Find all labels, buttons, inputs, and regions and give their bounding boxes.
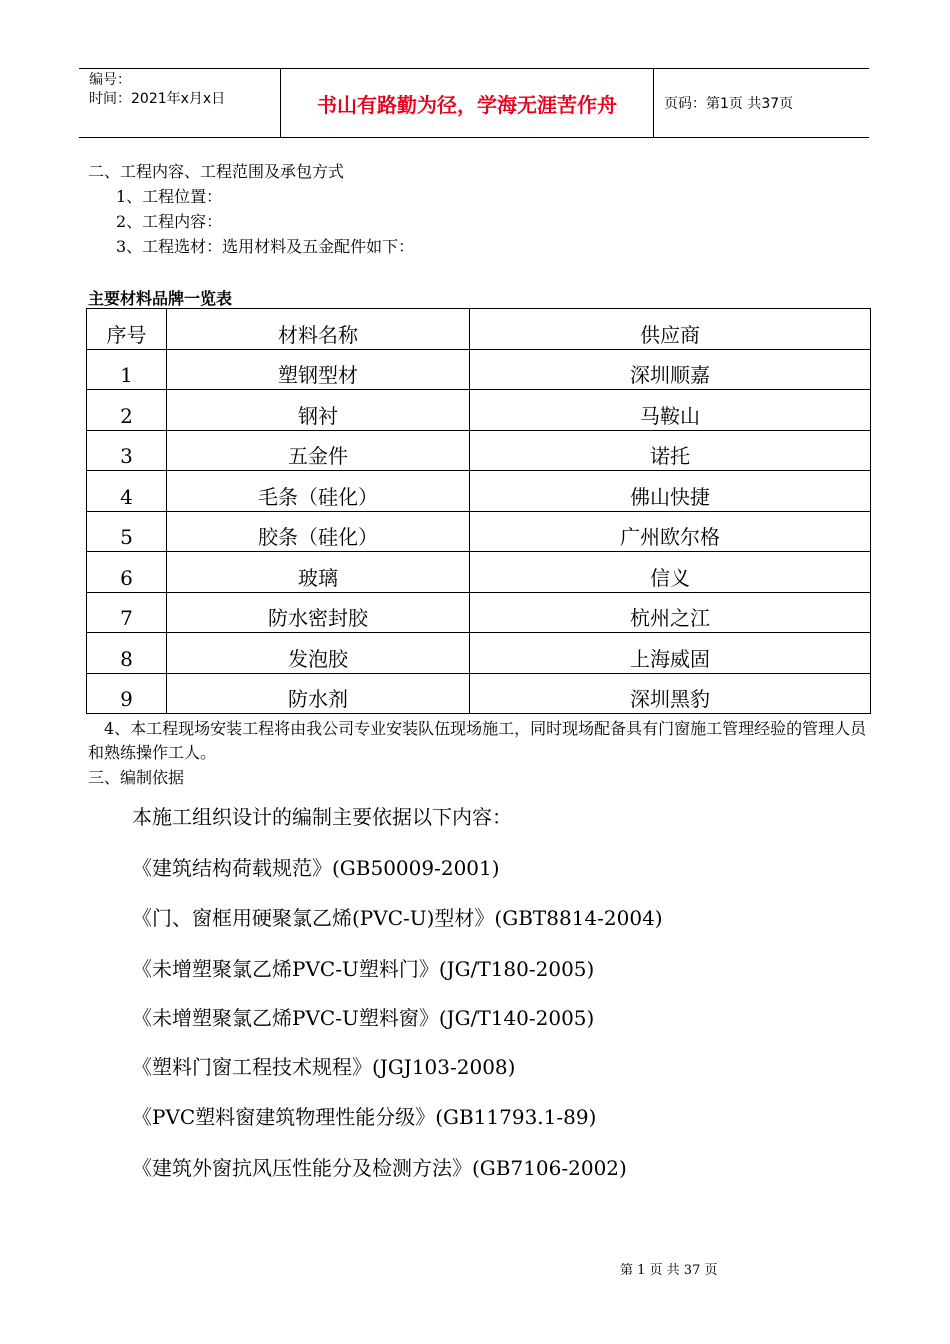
table-row — [87, 390, 871, 431]
header-cell-supplier: 供应商 — [470, 309, 871, 350]
row-no: 2 — [87, 390, 167, 431]
table-header-row — [87, 309, 871, 350]
row-supplier: 上海威固 — [470, 633, 871, 674]
reference-item: 《未增塑聚氯乙烯PVC-U塑料门》(JG/T180-2005) — [132, 957, 595, 981]
item-2: 2、工程内容： — [116, 212, 223, 231]
reference-item: 《门、窗框用硬聚氯乙烯(PVC-U)型材》(GBT8814-2004) — [132, 906, 663, 930]
row-supplier: 马鞍山 — [470, 390, 871, 431]
header-cell-no: 序号 — [87, 309, 167, 350]
section-2-title: 二、工程内容、工程范围及承包方式 — [88, 162, 345, 181]
row-material: 防水密封胶 — [167, 592, 470, 633]
row-material: 钢衬 — [167, 390, 470, 431]
row-no: 7 — [87, 592, 167, 633]
row-supplier: 深圳顺嘉 — [470, 349, 871, 390]
table-row — [87, 511, 871, 552]
row-no: 6 — [87, 552, 167, 593]
row-no: 4 — [87, 471, 167, 512]
item-1: 1、工程位置： — [116, 187, 223, 206]
header-meta — [79, 69, 281, 137]
row-material: 防水剂 — [167, 673, 470, 714]
row-no: 5 — [87, 511, 167, 552]
number-label: 编号： — [89, 72, 131, 88]
row-material: 胶条（硅化） — [167, 511, 470, 552]
table-row — [87, 673, 871, 714]
reference-item: 《未增塑聚氯乙烯PVC-U塑料窗》(JG/T140-2005) — [132, 1006, 595, 1030]
row-no: 3 — [87, 430, 167, 471]
item-3: 3、工程选材：选用材料及五金配件如下： — [116, 237, 415, 256]
table-row — [87, 592, 871, 633]
reference-item: 《PVC塑料窗建筑物理性能分级》(GB11793.1-89) — [132, 1105, 597, 1129]
row-supplier: 信义 — [470, 552, 871, 593]
row-material: 塑钢型材 — [167, 349, 470, 390]
table-row — [87, 471, 871, 512]
row-no: 8 — [87, 633, 167, 674]
table-title: 主要材料品牌一览表 — [88, 289, 233, 308]
row-material: 发泡胶 — [167, 633, 470, 674]
date-label: 时间：2021年x月x日 — [89, 91, 226, 107]
table-row — [87, 552, 871, 593]
row-material: 毛条（硅化） — [167, 471, 470, 512]
row-material: 五金件 — [167, 430, 470, 471]
row-supplier: 杭州之江 — [470, 592, 871, 633]
reference-item: 《建筑外窗抗风压性能分及检测方法》(GB7106-2002) — [132, 1156, 627, 1180]
header-cell-material: 材料名称 — [167, 309, 470, 350]
row-supplier: 深圳黑豹 — [470, 673, 871, 714]
table-row — [87, 633, 871, 674]
header-motto: 书山有路勤为径，学海无涯苦作舟 — [281, 69, 654, 137]
table-row — [87, 349, 871, 390]
reference-item: 《建筑结构荷载规范》(GB50009-2001) — [132, 856, 500, 880]
header-page-label: 页码：第1页 共37页 — [664, 96, 794, 112]
row-supplier: 广州欧尔格 — [470, 511, 871, 552]
basis-intro: 本施工组织设计的编制主要依据以下内容： — [132, 805, 512, 829]
reference-item: 《塑料门窗工程技术规程》(JGJ103-2008) — [132, 1055, 516, 1079]
row-material: 玻璃 — [167, 552, 470, 593]
row-no: 9 — [87, 673, 167, 714]
row-supplier: 诺托 — [470, 430, 871, 471]
row-no: 1 — [87, 349, 167, 390]
section-3-title: 三、编制依据 — [88, 768, 185, 787]
materials-table — [86, 308, 871, 714]
item-4-paragraph: 4、本工程现场安装工程将由我公司专业安装队伍现场施工，同时现场配备具有门窗施工管理经验的管理人员和熟练操作工人。 — [88, 719, 867, 762]
page-header — [79, 68, 869, 138]
page-footer: 第 1 页 共 37 页 — [620, 1263, 718, 1278]
table-row — [87, 430, 871, 471]
row-supplier: 佛山快捷 — [470, 471, 871, 512]
